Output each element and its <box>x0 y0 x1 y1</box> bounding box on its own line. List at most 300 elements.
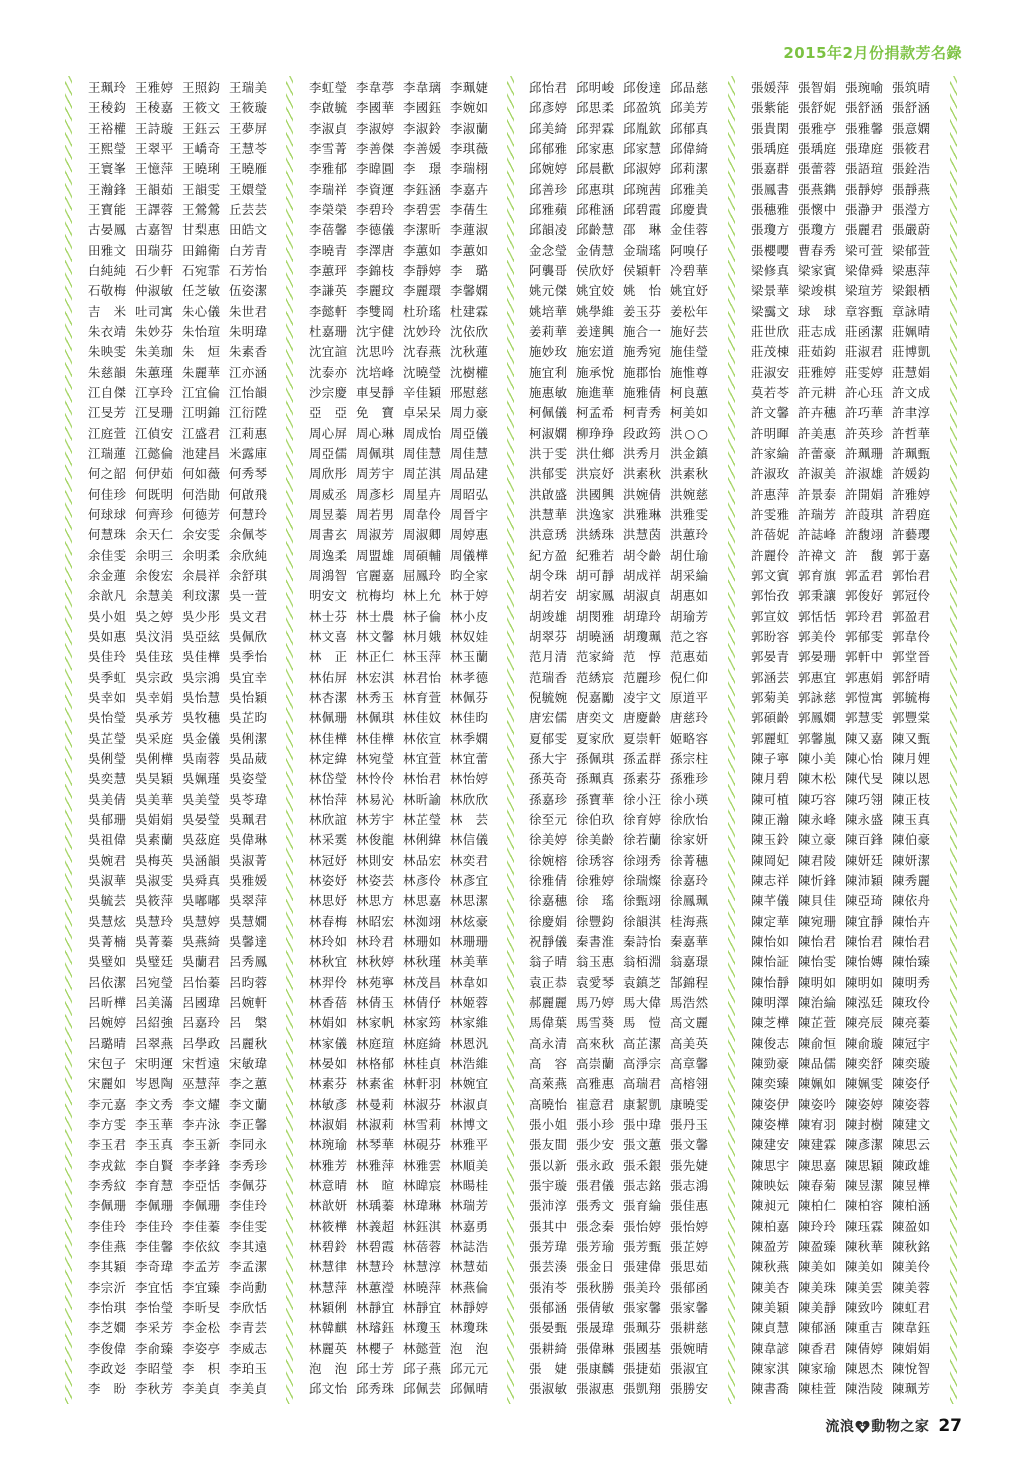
donor-name: 洪蕙玲 <box>670 528 708 543</box>
donor-name: 林慧萍 <box>309 1280 347 1295</box>
donor-name: 高美英 <box>670 1036 708 1051</box>
donor-name: 古嘉智 <box>135 223 173 238</box>
donor-name: 沈樹權 <box>450 365 488 380</box>
donor-name: 李蕙玶 <box>309 264 347 279</box>
donor-name: 梁竣棋 <box>798 284 836 299</box>
dotted-divider <box>507 76 514 1404</box>
donor-name: 郭涵芸 <box>751 670 789 685</box>
donor-name: 林曉萍 <box>403 1280 441 1295</box>
donor-row <box>751 383 941 403</box>
donor-name: 張瑋庭 <box>845 142 883 157</box>
donor-name: 陳明如 <box>845 975 883 990</box>
donor-row <box>529 363 719 383</box>
donor-row <box>309 891 499 911</box>
dotted-divider <box>728 76 735 1404</box>
donor-name: 袁正恭 <box>529 975 567 990</box>
donor-name: 陳玲玲 <box>798 1219 836 1234</box>
donor-name: 林倩伃 <box>403 995 441 1010</box>
donor-row <box>529 525 719 545</box>
donor-name: 林依宣 <box>403 731 441 746</box>
donor-name: 袁愛琴 <box>576 975 614 990</box>
donor-row <box>309 647 499 667</box>
donor-name: 孫宗柱 <box>670 751 708 766</box>
donor-row <box>88 342 278 362</box>
donor-name: 郭文賓 <box>751 569 789 584</box>
donor-name: 姚學維 <box>576 304 614 319</box>
donor-name: 許聿淳 <box>892 406 930 421</box>
donor-name: 高文麗 <box>670 1016 708 1031</box>
donor-name: 林姿妤 <box>309 873 347 888</box>
donor-name: 張智娟 <box>798 81 836 96</box>
donor-name: 王寰峯 <box>88 162 126 177</box>
donor-name: 吳茲庭 <box>182 833 220 848</box>
donor-name: 郭盈君 <box>892 609 930 624</box>
donor-name: 吳雅媛 <box>229 873 267 888</box>
donor-name: 呂麗秋 <box>229 1036 267 1051</box>
donor-name: 林瑋琳 <box>403 1199 441 1214</box>
donor-name: 林雅雲 <box>403 1158 441 1173</box>
donor-row <box>751 546 941 566</box>
donor-row <box>309 932 499 952</box>
donor-name: 林秋瑾 <box>403 955 441 970</box>
donor-name: 林茂昌 <box>403 975 441 990</box>
donor-name: 何慧玲 <box>229 508 267 523</box>
donor-name: 張筱君 <box>892 142 930 157</box>
donor-row <box>309 159 499 179</box>
donor-name: 林秀玉 <box>356 691 394 705</box>
donor-name: 陳柏嘉 <box>751 1219 789 1234</box>
donor-name: 徐伯玖 <box>576 812 614 827</box>
donor-name: 陳治綸 <box>798 995 836 1010</box>
donor-name: 李怡瑩 <box>135 1300 173 1315</box>
donor-name: 吳宜幸 <box>229 670 267 685</box>
donor-name: 林燕倫 <box>450 1280 488 1295</box>
donor-name: 邢慰慈 <box>450 386 488 401</box>
donor-name: 張語瑄 <box>845 162 883 177</box>
donor-name: 張凱翔 <box>623 1382 661 1397</box>
donor-name: 段政筠 <box>623 426 661 441</box>
donor-name: 周鴻智 <box>309 569 347 584</box>
donor-name: 李亞恬 <box>182 1178 220 1193</box>
donor-name: 江宜倫 <box>182 386 220 401</box>
donor-name: 陳香君 <box>798 1341 836 1356</box>
donor-row <box>309 98 499 118</box>
donor-name: 許哲華 <box>892 426 930 441</box>
donor-row <box>529 139 719 159</box>
donor-name: 唐宏儒 <box>529 711 567 726</box>
donor-name: 李韋璃 <box>403 81 441 96</box>
donor-name: 呂婉軒 <box>229 995 267 1010</box>
donor-name: 余慧美 <box>135 589 173 604</box>
donor-name: 陳政雄 <box>892 1158 930 1173</box>
donor-name: 施秀宛 <box>623 345 661 360</box>
donor-row <box>88 1013 278 1033</box>
donor-row <box>751 769 941 789</box>
donor-name: 范月清 <box>529 650 567 665</box>
donor-name: 阿襲哥 <box>529 264 567 279</box>
donor-name: 倪仁仰 <box>670 670 708 685</box>
donor-name: 張耕慈 <box>670 1321 708 1336</box>
donor-name: 吳文君 <box>229 609 267 624</box>
donor-name: 金念瑩 <box>529 243 567 258</box>
donor-column-group <box>529 78 719 1399</box>
donor-name: 許 馥 <box>845 548 883 563</box>
donor-name: 胡翠芬 <box>529 630 567 645</box>
donor-name: 李雪菁 <box>309 142 347 157</box>
donor-name: 吳佳樺 <box>182 650 220 665</box>
donor-row <box>751 200 941 220</box>
donor-name: 李啟毓 <box>309 101 347 116</box>
donor-row <box>529 444 719 464</box>
donor-row <box>529 1115 719 1135</box>
donor-row <box>88 200 278 220</box>
donor-name: 王憶萍 <box>135 162 173 177</box>
donor-name: 周彥杉 <box>356 487 394 502</box>
donor-name: 池建昌 <box>182 447 220 462</box>
donor-name: 唐奕文 <box>576 711 614 726</box>
donor-name: 沈宜諠 <box>309 345 347 360</box>
donor-row <box>88 98 278 118</box>
donor-name: 林怡萍 <box>309 792 347 807</box>
donor-name: 李昭瑩 <box>135 1361 173 1376</box>
donor-row <box>751 1135 941 1155</box>
donor-name: 明安文 <box>309 589 347 604</box>
donor-name: 莊淑君 <box>845 345 883 360</box>
donor-name: 林孝德 <box>450 670 488 685</box>
donor-name: 林 芸 <box>450 812 488 827</box>
donor-name: 陳勁豪 <box>751 1056 789 1071</box>
donor-name: 張晏甄 <box>529 1321 567 1336</box>
donor-name: 何慧珠 <box>88 528 126 543</box>
donor-name: 柳琤琤 <box>576 426 614 441</box>
donor-name: 郭怡孜 <box>751 589 789 604</box>
donor-name: 梁家賓 <box>798 264 836 279</box>
donor-name: 邵 琳 <box>623 223 661 238</box>
donor-name: 陳俞恒 <box>798 1036 836 1051</box>
donor-name: 洪宸妤 <box>576 467 614 482</box>
donor-name: 林順美 <box>450 1158 488 1173</box>
donor-name: 陳映妘 <box>751 1178 789 1193</box>
donor-name: 張櫻嚶 <box>751 243 789 258</box>
donor-name: 李昕旻 <box>182 1300 220 1315</box>
donor-name: 梁景華 <box>751 284 789 299</box>
donor-name: 吳慧炫 <box>88 914 126 929</box>
donor-row <box>751 749 941 769</box>
donor-name: 洪郁雯 <box>529 467 567 482</box>
donor-name: 朱映雯 <box>88 345 126 360</box>
donor-name: 林軒羽 <box>403 1077 441 1092</box>
donor-name: 林玲如 <box>309 934 347 949</box>
donor-name: 田錦衛 <box>182 243 220 258</box>
donor-name: 陳怡如 <box>751 934 789 949</box>
donor-name: 范麗珍 <box>623 670 661 685</box>
donor-name: 白純純 <box>88 264 126 279</box>
dotted-divider <box>950 76 957 1404</box>
donor-row <box>309 1318 499 1338</box>
donor-name: 林懿萱 <box>403 1341 441 1356</box>
donor-name: 吳季虹 <box>88 670 126 685</box>
donor-name: 邱善珍 <box>529 182 567 197</box>
donor-name: 陳宥羽 <box>798 1117 836 1132</box>
donor-name: 郭郁雯 <box>845 630 883 645</box>
donor-name: 姜莉華 <box>529 325 567 340</box>
donor-name: 姚宜姣 <box>576 284 614 299</box>
donor-name: 吳偉琳 <box>229 833 267 848</box>
donor-name: 周心屏 <box>309 426 347 441</box>
donor-row <box>751 302 941 322</box>
donor-name: 陳怡君 <box>798 934 836 949</box>
donor-name: 姬略容 <box>670 731 708 746</box>
donor-name: 周芷淇 <box>403 467 441 482</box>
donor-name: 張芷婷 <box>670 1239 708 1254</box>
donor-name: 林冠妤 <box>309 853 347 868</box>
donor-name: 王筱璇 <box>229 101 267 116</box>
donor-row <box>88 444 278 464</box>
donor-row <box>529 566 719 586</box>
donor-name: 官麗嘉 <box>356 569 394 584</box>
donor-name: 何啟飛 <box>229 487 267 502</box>
donor-name: 張淑敏 <box>529 1382 567 1397</box>
donor-name: 林昭宏 <box>356 914 394 929</box>
donor-name: 張琬喻 <box>845 81 883 96</box>
donor-name: 陳玉真 <box>892 812 930 827</box>
donor-name: 吳姿瑩 <box>229 772 267 787</box>
donor-name: 李孝鋒 <box>182 1158 220 1173</box>
donor-name: 陳貝佳 <box>798 894 836 909</box>
donor-name: 李佳玲 <box>135 1219 173 1234</box>
donor-name: 邱琬茜 <box>623 182 661 197</box>
donor-name: 徐甄翊 <box>623 894 661 909</box>
donor-name: 胡淑貞 <box>623 589 661 604</box>
donor-name: 周亞儀 <box>450 426 488 441</box>
donor-name: 姜松年 <box>670 304 708 319</box>
donor-name: 陳昶元 <box>751 1199 789 1214</box>
donor-name: 高來秋 <box>576 1036 614 1051</box>
donor-name: 陳悅智 <box>892 1361 930 1376</box>
donor-row <box>529 1033 719 1053</box>
donor-row <box>529 1277 719 1297</box>
donor-name: 林瑀蓁 <box>356 1199 394 1214</box>
donor-name: 陳建文 <box>892 1117 930 1132</box>
donor-name: 李美貞 <box>229 1382 267 1397</box>
donor-name: 陳虹君 <box>892 1300 930 1315</box>
donor-name: 王瑞美 <box>229 81 267 96</box>
donor-name: 郭豐棠 <box>892 711 930 726</box>
donor-name: 陳姵雯 <box>845 1077 883 1092</box>
donor-name: 吳慧嫺 <box>229 914 267 929</box>
donor-name: 李卉泳 <box>182 1117 220 1132</box>
donor-name: 林佑屏 <box>309 670 347 685</box>
donor-name: 伍姿潔 <box>229 284 267 299</box>
donor-name: 林 正 <box>309 650 347 665</box>
donor-name: 許美惠 <box>798 426 836 441</box>
donor-name: 陳姿蓉 <box>892 1097 930 1112</box>
donor-name: 林佳樺 <box>356 731 394 746</box>
donor-name: 林 暄 <box>356 1178 394 1193</box>
donor-name: 王夢屏 <box>229 121 267 136</box>
donor-name: 林品宏 <box>403 853 441 868</box>
donor-name: 許雯雅 <box>751 508 789 523</box>
donor-name: 林俐緯 <box>403 833 441 848</box>
donor-row <box>751 1298 941 1318</box>
donor-name: 林岱瑩 <box>309 772 347 787</box>
donor-name: 姚宜妤 <box>670 284 708 299</box>
donor-name: 張靜燕 <box>892 182 930 197</box>
donor-name: 張少安 <box>576 1138 614 1153</box>
donor-row <box>529 180 719 200</box>
donor-name: 陳珮芳 <box>892 1382 930 1397</box>
donor-row <box>751 485 941 505</box>
donor-name: 吳毓芸 <box>88 894 126 909</box>
donor-name: 邱晨歡 <box>576 162 614 177</box>
donor-name: 孫素芬 <box>623 772 661 787</box>
donor-name: 陳俞璇 <box>845 1036 883 1051</box>
donor-row <box>751 525 941 545</box>
donor-name: 郭晏青 <box>751 650 789 665</box>
donor-name: 高章馨 <box>670 1056 708 1071</box>
donor-name: 徐慶娟 <box>529 914 567 929</box>
donor-name: 陳怡嫥 <box>845 955 883 970</box>
donor-name: 王韻茹 <box>135 182 173 197</box>
donor-name: 張瑀庭 <box>751 142 789 157</box>
donor-name: 吳怡穎 <box>229 691 267 705</box>
donor-name: 林奕君 <box>450 853 488 868</box>
donor-row <box>88 708 278 728</box>
donor-name: 何秀琴 <box>229 467 267 482</box>
donor-row <box>529 993 719 1013</box>
donor-name: 周力豪 <box>450 406 488 421</box>
donor-row <box>751 78 941 98</box>
donor-name: 林子倫 <box>403 609 441 624</box>
donor-name: 林瓊珠 <box>450 1321 488 1336</box>
donor-row <box>529 281 719 301</box>
donor-name: 陳封樹 <box>845 1117 883 1132</box>
donor-name: 陳建安 <box>751 1138 789 1153</box>
donor-row <box>529 424 719 444</box>
donor-name: 球 球 <box>798 304 836 319</box>
donor-row <box>529 1257 719 1277</box>
donor-name: 陳思穎 <box>845 1158 883 1173</box>
donor-name: 吳金儀 <box>182 731 220 746</box>
donor-name: 邱慶貴 <box>670 203 708 218</box>
donor-name: 林誌浩 <box>450 1239 488 1254</box>
donor-name: 莊博凱 <box>892 345 930 360</box>
donor-name: 周晉宇 <box>450 508 488 523</box>
donor-name: 許心珏 <box>845 386 883 401</box>
donor-name: 林歆妍 <box>309 1199 347 1214</box>
donor-name: 李玉真 <box>135 1138 173 1153</box>
donor-row <box>88 485 278 505</box>
donor-row <box>309 1013 499 1033</box>
donor-name: 吳筱萍 <box>135 894 173 909</box>
donor-name: 莊雅婷 <box>798 365 836 380</box>
donor-name: 林文喜 <box>309 630 347 645</box>
donor-name: 馬偉葉 <box>529 1016 567 1031</box>
donor-name: 施進華 <box>576 386 614 401</box>
donor-name: 呂紹強 <box>135 1016 173 1031</box>
donor-name: 余安雯 <box>182 528 220 543</box>
donor-row <box>309 1155 499 1175</box>
donor-name: 侯穎軒 <box>623 264 661 279</box>
donor-name: 邱佩芸 <box>403 1382 441 1397</box>
donor-row <box>751 180 941 200</box>
donor-name: 馬大偉 <box>623 995 661 1010</box>
donor-name: 李善媛 <box>403 142 441 157</box>
donor-name: 王筱文 <box>182 101 220 116</box>
donor-name: 呂依潔 <box>88 975 126 990</box>
donor-name: 岑恩陶 <box>135 1077 173 1092</box>
donor-name: 陳娟娟 <box>892 1341 930 1356</box>
donor-row <box>751 627 941 647</box>
donor-name: 許景泰 <box>798 487 836 502</box>
donor-name: 郭宣妏 <box>751 609 789 624</box>
donor-name: 林思方 <box>356 894 394 909</box>
donor-row <box>309 383 499 403</box>
donor-name: 徐美婷 <box>529 833 567 848</box>
donor-name: 呂昀蓉 <box>229 975 267 990</box>
donor-name: 林香蓓 <box>309 995 347 1010</box>
donor-name: 吳慧婷 <box>182 914 220 929</box>
donor-name: 余明三 <box>135 548 173 563</box>
donor-row <box>529 586 719 606</box>
donor-name: 林曼莉 <box>356 1097 394 1112</box>
donor-row <box>309 729 499 749</box>
donor-name: 郭慧雯 <box>845 711 883 726</box>
donor-name: 徐瑞燦 <box>623 873 661 888</box>
donor-name: 林思妤 <box>309 894 347 909</box>
donor-name: 林淑芬 <box>403 1097 441 1112</box>
donor-row <box>529 1379 719 1399</box>
donor-row <box>88 220 278 240</box>
donor-row <box>88 1298 278 1318</box>
donor-name: 徐至元 <box>529 812 567 827</box>
donor-name: 徐育婷 <box>623 812 661 827</box>
donor-row <box>751 1379 941 1399</box>
donor-name: 李秀珍 <box>229 1158 267 1173</box>
donor-row <box>88 749 278 769</box>
donor-name: 柯孟希 <box>576 406 614 421</box>
donor-name: 周逸柔 <box>309 548 347 563</box>
donor-name: 林玉萍 <box>403 650 441 665</box>
donor-name: 陳怡雯 <box>798 955 836 970</box>
donor-row <box>751 342 941 362</box>
donor-name: 張芳瑜 <box>576 1239 614 1254</box>
donor-name: 李蒨生 <box>450 203 488 218</box>
donor-name: 吳俐樺 <box>135 751 173 766</box>
donor-name: 郭韋伶 <box>892 630 930 645</box>
donor-name: 林育萱 <box>403 691 441 705</box>
donor-name: 張秋勝 <box>576 1280 614 1295</box>
donor-row <box>529 1338 719 1358</box>
footer-brand-part2: 動物之家 <box>871 1419 930 1435</box>
donor-name: 李采芳 <box>135 1321 173 1336</box>
donor-name: 張家馨 <box>623 1300 661 1315</box>
donor-name: 張友間 <box>529 1138 567 1153</box>
donor-name: 徐小汪 <box>623 792 661 807</box>
donor-name: 江亦涵 <box>229 365 267 380</box>
donor-name: 朱明瑋 <box>229 325 267 340</box>
donor-name: 李之蕙 <box>229 1077 267 1092</box>
donor-name: 陳月娌 <box>892 751 930 766</box>
donor-row <box>88 647 278 667</box>
donor-name: 李文耀 <box>182 1097 220 1112</box>
donor-name: 張瓊方 <box>798 223 836 238</box>
donor-name: 郭詠慈 <box>798 691 836 705</box>
donor-name: 利玟潔 <box>182 589 220 604</box>
donor-row <box>529 952 719 972</box>
donor-name: 林欣欣 <box>450 792 488 807</box>
donor-row <box>309 871 499 891</box>
